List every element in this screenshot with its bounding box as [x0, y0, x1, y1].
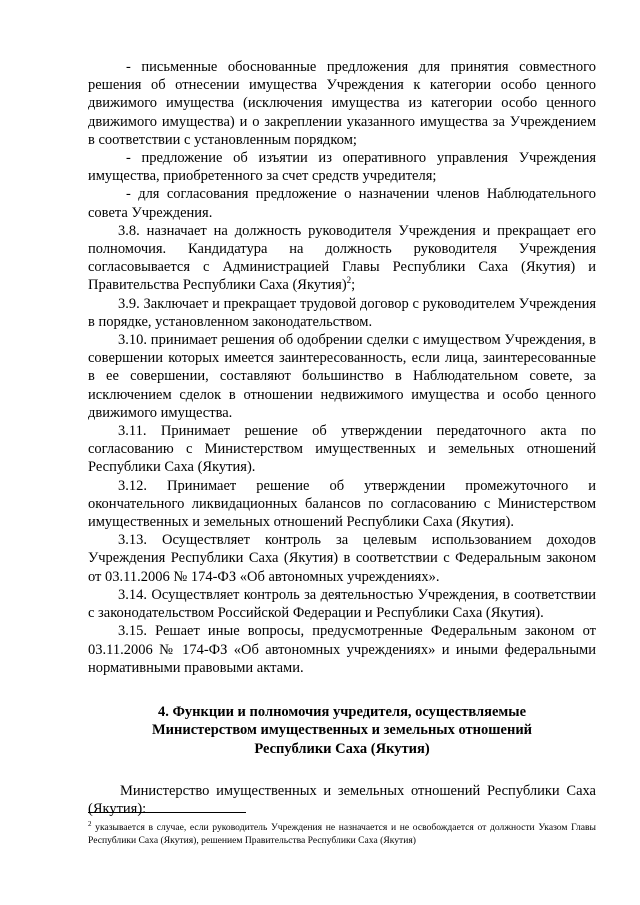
section-heading-line: Республики Саха (Якутия): [254, 740, 430, 757]
footnote-reference[interactable]: 2: [346, 275, 352, 286]
paragraph-3-12: 3.12. Принимает решение об утверждении промежуточного и окончательного ликвидационных балансов по согласованию с Министерством имущественных и земельных отношений Республики Саха (Якутия).: [88, 477, 596, 531]
paragraph-3-8: [88, 222, 596, 295]
footnote-separator: [88, 812, 246, 813]
paragraph-3-8-tail: ;: [351, 277, 356, 294]
paragraph-proposal-withdrawal: - предложение об изъятии из оперативного управления Учреждения имущества, приобретенного за счет средств учредителя;: [88, 150, 596, 185]
section-heading-line: Министерством имущественных и земельных отношений: [151, 722, 533, 739]
paragraph-proposal-supervisory-board: - для согласования предложение о назначении членов Наблюдательного совета Учреждения.: [88, 186, 596, 221]
paragraph-3-8-text: 3.8. назначает на должность руководителя Учреждения и прекращает его полномочия. Кандидатура на должность руководителя Учреждения согласовывается с Администрацией Главы Республики Саха (Якутия) и Правительства Республики Саха (Якутия): [88, 222, 596, 294]
paragraph-3-10: 3.10. принимает решения об одобрении сделки с имуществом Учреждения, в совершении которых имеется заинтересованность, если лица, заинтересованные в ее совершении, составляют большинство в Наблюдательном совете, за исключением сделок в отношении недвижимого имущества и особо ценного движимого имущества.: [88, 332, 596, 421]
footnote-mark: 2: [88, 819, 92, 828]
paragraph-proposal-ocdi: - письменные обоснованные предложения для принятия совместного решения об отнесении имущества Учреждения к категории особо ценного движимого имущества (исключения имущества из категории особо ценного движимого имущества) и о закреплении указанного имущества за Учреждением в соответствии с установленным порядком;: [88, 59, 596, 148]
footnote-text: указывается в случае, если руководитель Учреждения не назначается и не освобождается от должности Указом Главы Республики Саха (Якутия), решением Правительства Республики Саха (Якутия): [88, 822, 596, 846]
paragraph-3-15: 3.15. Решает иные вопросы, предусмотренные Федеральным законом от 03.11.2006 № 174-ФЗ «Об автономных учреждениях» и иными федеральными нормативными правовыми актами.: [88, 623, 596, 676]
paragraph-3-9: 3.9. Заключает и прекращает трудовой договор с руководителем Учреждения в порядке, установленном законодательством.: [88, 295, 596, 330]
document-page: [88, 58, 596, 819]
footnote: [88, 819, 596, 847]
section-intro: Министерство имущественных и земельных отношений Республики Саха (Якутия):: [88, 783, 596, 818]
section-heading: [88, 703, 596, 758]
paragraph-3-11: 3.11. Принимает решение об утверждении передаточного акта по согласованию с Министерством имущественных и земельных отношений Республики Саха (Якутия).: [88, 423, 596, 476]
section-heading-line: 4. Функции и полномочия учредителя, осуществляемые: [157, 703, 527, 720]
paragraph-3-14: 3.14. Осуществляет контроль за деятельностью Учреждения, в соответствии с законодательством Российской Федерации и Республики Саха (Якутия).: [88, 586, 596, 622]
paragraph-3-13: 3.13. Осуществляет контроль за целевым использованием доходов Учреждения Республики Саха (Якутия) в соответствии с Федеральным законом от 03.11.2006 № 174-ФЗ «Об автономных учреждениях».: [88, 532, 596, 585]
